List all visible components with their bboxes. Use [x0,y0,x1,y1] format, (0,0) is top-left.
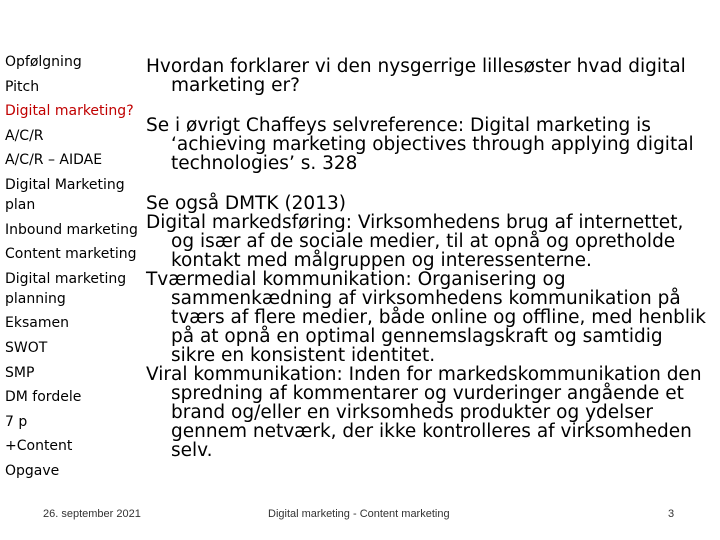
sidebar-item-acr-aidae[interactable]: A/C/R – AIDAE [5,152,103,169]
page-number: 3 [668,508,675,520]
sidebar-item-digital-marketing-plan[interactable]: Digital Marketing plan [5,176,125,213]
sidebar-item-acr[interactable]: A/C/R [5,127,44,144]
sidebar-item-digital-marketing[interactable]: Digital marketing? [5,103,134,120]
sidebar-item-content[interactable]: +Content [5,438,73,455]
digital-definition: Digital markedsføring: Virksomhedens brug af internettet, og især af de sociale medier, til at opnå og opretholde kontakt med målgruppen og interessenterne. [146,212,684,271]
sidebar-item-pitch[interactable]: Pitch [5,78,40,95]
chaffey-reference: Se i øvrigt Chaffeys selvreference: Digital marketing is ‘achieving marketing objectives through applying digital technologies’ s. 328 [146,115,694,174]
footer-title: Digital marketing - Content marketing [268,508,450,520]
slide-content [146,57,706,460]
tvaermedial-definition: Tværmedial kommunikation: Organisering og sammenkædning af virksomhedens kommunikation på tværs af flere medier, både online og offline, med henblik på at opnå en optimal gennemslagskraft og samtidig sikre en konsistent identitet. [146,269,706,366]
slide-question: Hvordan forklarer vi den nysgerrige lillesøster hvad digital marketing er? [146,56,686,96]
dmtk-reference: Se også DMTK (2013) [146,193,346,214]
viral-definition: Viral kommunikation: Inden for markedskommunikation den spredning af kommentarer og vurderinger angående et brand og/eller en virksomheds produkter og ydelser gennem netværk, der ikke kontrolleres af virksomheden selv. [146,364,702,461]
sidebar-item-opfolgning[interactable]: Opfølgning [5,54,82,70]
footer-date: 26. september 2021 [43,508,141,520]
sidebar-item-swot[interactable]: SWOT [5,339,48,356]
sidebar-item-eksamen[interactable]: Eksamen [5,315,69,332]
sidebar-item-inbound-marketing[interactable]: Inbound marketing [5,221,138,238]
sidebar-item-smp[interactable]: SMP [5,364,35,381]
sidebar-nav [5,52,145,486]
sidebar-item-dm-fordele[interactable]: DM fordele [5,389,82,406]
sidebar-item-opgave[interactable]: Opgave [5,462,60,479]
sidebar-item-content-marketing[interactable]: Content marketing [5,246,137,263]
sidebar-item-7p[interactable]: 7 p [5,413,28,430]
sidebar-item-digital-marketing-planning[interactable]: Digital marketing planning [5,270,127,307]
